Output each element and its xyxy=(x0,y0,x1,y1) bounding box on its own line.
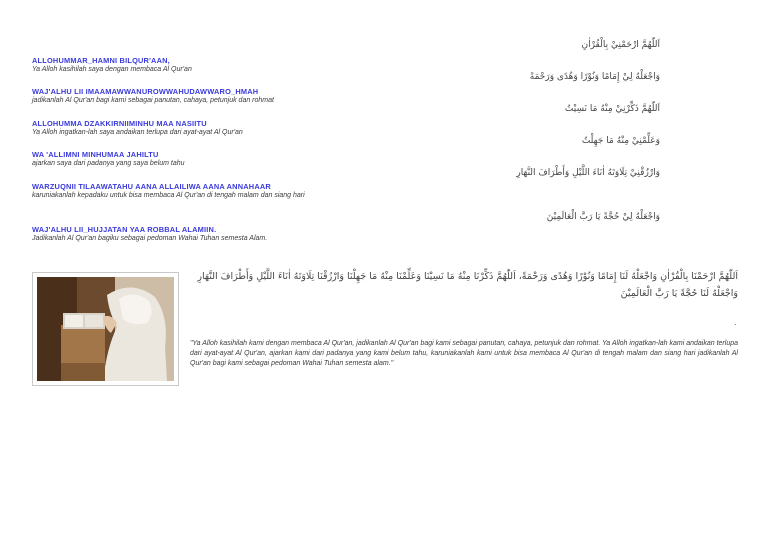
prayer-title: ALLOHUMMAR_HAMNI BILQUR'AAN, xyxy=(32,56,170,65)
prayer-translation: Ya Alloh ingatkan-lah saya andaikan terlupa dari ayat-ayat Al Qur'an xyxy=(32,129,243,136)
arabic-line: وَاجْعَلْهُ لِيْ حُجَّةً يَا رَبَّ الْعَالَمِيْنَ xyxy=(546,212,660,222)
arabic-line: وَاجْعَلْهُ لِيْ إِمَامًا وَنُوْرًا وَهُدًى وَرَحْمَةً xyxy=(529,72,660,82)
person-reading-illustration xyxy=(37,277,174,381)
prayer-translation: karuniakanlah kepadaku untuk bisa membaca Al Qur'an di tengah malam dan siang hari xyxy=(32,192,305,199)
prayer-translation: Jadikanlah Al Qur'an bagiku sebagai pedoman Wahai Tuhan semesta Alam. xyxy=(32,235,268,242)
prayer-translation: Ya Alloh kasihilah saya dengan membaca Al Qur'an xyxy=(32,66,192,73)
prayer-title: WAJ'ALHU LII IMAAMAWWANUROWWAHUDAWWARO_HMAH xyxy=(32,87,259,96)
prayer-item xyxy=(32,225,392,242)
prayer-item xyxy=(32,87,392,104)
prayer-item xyxy=(32,150,392,167)
arabic-line: وَارْزُقْنِيْ تِلَاوَتَهُ اٰنَاءَ اللَّيْلِ وَأَطْرَافَ النَّهَارِ xyxy=(516,168,660,178)
prayer-translation-quote: "Ya Alloh kasihilah kami dengan membaca Al Qur'an, jadikanlah Al Qur'an bagi kami sebagai panutan, cahaya, petunjuk dan rohmat. Ya Alloh ingatkan-lah kami andaikan terlupa dari ayat-ayat Al Qur'an, ajarkan kami dari padanya yang kami belum tahu, karuniakanlah kami untuk bisa membaca Al Qur'an di tengah malam dan siang hari jadikanlah Al Qur'an bagi kami sebagai pedoman Wahai Tuhan semesta alam." xyxy=(190,340,738,367)
arabic-line: اَللّٰهُمَّ ذَكِّرْنِيْ مِنْهُ مَا نَسِيْتُ xyxy=(564,104,660,114)
prayer-item xyxy=(32,56,392,73)
arabic-line: اَللّٰهُمَّ ارْحَمْنِيْ بِالْقُرْاٰنِ xyxy=(581,40,660,50)
prayer-title: WAJ'ALHU LII_HUJJATAN YAA ROBBAL ALAMIIN. xyxy=(32,225,217,234)
reading-quran-photo xyxy=(32,272,179,386)
arabic-line: وَعَلِّمْنِيْ مِنْهُ مَا جَهِلْتُ xyxy=(581,136,660,146)
prayer-title: ALLOHUMMA DZAKKIRNIIMINHU MAA NASIITU xyxy=(32,119,207,128)
prayer-item xyxy=(32,119,392,136)
stray-dot: . xyxy=(734,318,737,327)
prayer-title: WARZUQNII TILAAWATAHU AANA ALLAILIWA AANA ANNAHAAR xyxy=(32,182,271,191)
prayer-translation: jadikanlah Al Qur'an bagi kami sebagai panutan, cahaya, petunjuk dan rohmat xyxy=(32,97,274,104)
prayer-translation: ajarkan saya dari padanya yang saya belum tahu xyxy=(32,160,185,167)
prayer-title: WA 'ALLIMNI MINHUMAA JAHILTU xyxy=(32,150,159,159)
prayer-item xyxy=(32,182,392,199)
combined-arabic-prayer: اَللّٰهُمَّ ارْحَمْنَا بِالْقُرْاٰنِ وَاجْعَلْهُ لَنَا إِمَامًا وَنُوْرًا وَهُدًى وَرَحْمَةً، اَللّٰهُمَّ ذَكِّرْنَا مِنْهُ مَا نَسِيْنَا وَعَلِّمْنَا مِنْهُ مَا جَهِلْنَا وَارْزُقْنَا تِلَاوَتَهُ اٰنَاءَ اللَّيْلِ وَأَطْرَافَ النَّهَارِ وَاجْعَلْهُ لَنَا حُجَّةً يَا رَبَّ الْعَالَمِيْنَ xyxy=(197,271,738,299)
